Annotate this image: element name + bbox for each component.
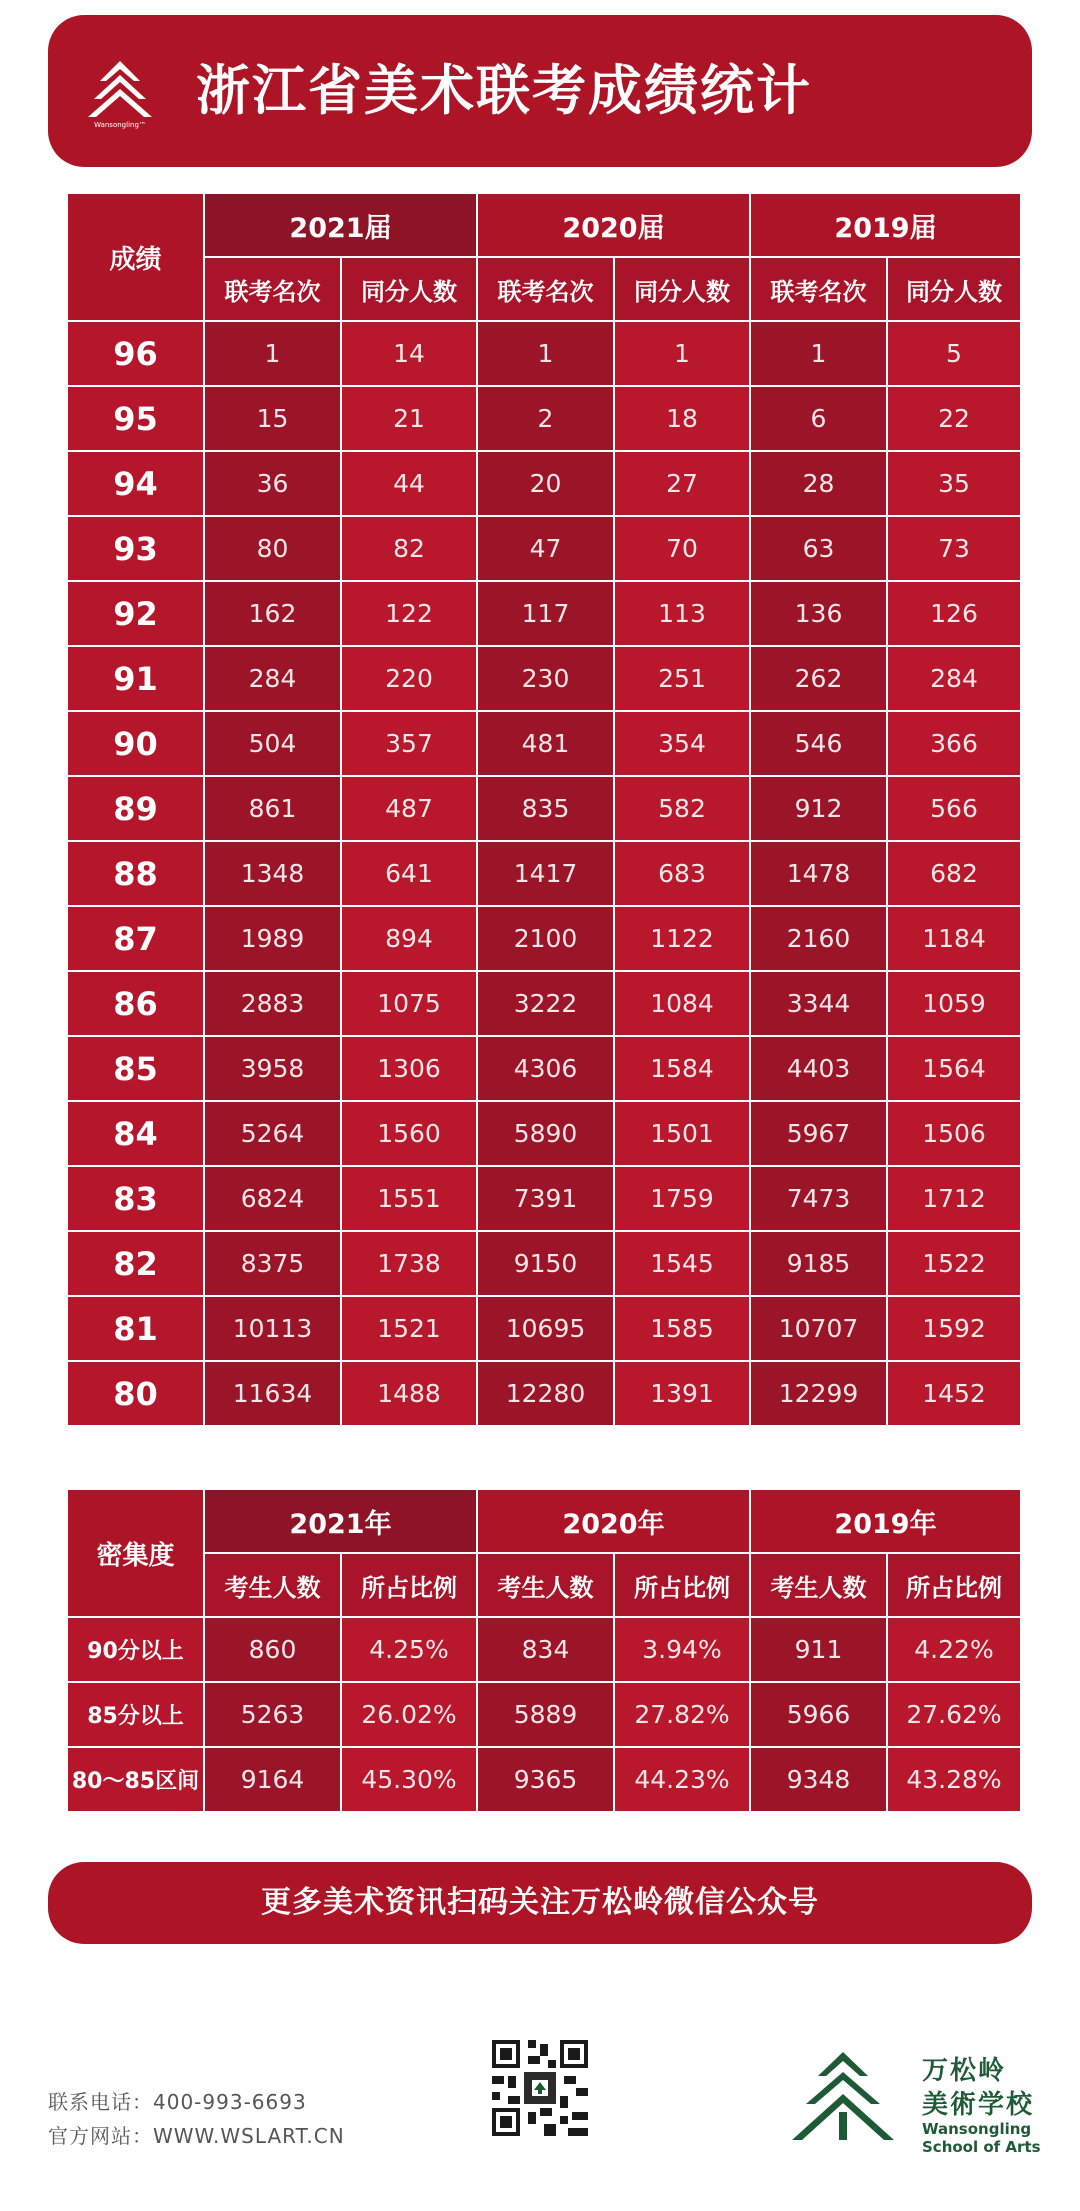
- rank-cell: 2883: [204, 971, 341, 1036]
- subheader-rank: 联考名次: [750, 257, 887, 321]
- same-score-count-cell: 1592: [887, 1296, 1021, 1361]
- same-score-count-cell: 82: [341, 516, 477, 581]
- rank-cell: 10695: [477, 1296, 614, 1361]
- student-count-cell: 5263: [204, 1682, 341, 1747]
- table-row: [67, 1296, 1021, 1361]
- rank-cell: 4403: [750, 1036, 887, 1101]
- rank-cell: 5967: [750, 1101, 887, 1166]
- rank-cell: 284: [204, 646, 341, 711]
- year-header-2020: 2020年: [477, 1489, 750, 1553]
- same-score-count-cell: 1: [614, 321, 750, 386]
- score-label: 88: [67, 841, 204, 906]
- subheader-count: 同分人数: [887, 257, 1021, 321]
- rank-cell: 1: [204, 321, 341, 386]
- rank-cell: 1478: [750, 841, 887, 906]
- score-table: [66, 192, 1022, 1427]
- rank-cell: 504: [204, 711, 341, 776]
- table-row: [67, 646, 1021, 711]
- same-score-count-cell: 113: [614, 581, 750, 646]
- same-score-count-cell: 1584: [614, 1036, 750, 1101]
- same-score-count-cell: 1488: [341, 1361, 477, 1426]
- table-row: [67, 516, 1021, 581]
- student-count-cell: 9348: [750, 1747, 887, 1812]
- score-label: 84: [67, 1101, 204, 1166]
- table-row: [67, 1231, 1021, 1296]
- same-score-count-cell: 1564: [887, 1036, 1021, 1101]
- ratio-cell: 27.62%: [887, 1682, 1021, 1747]
- page-title: 浙江省美术联考成绩统计: [196, 59, 812, 122]
- student-count-cell: 860: [204, 1617, 341, 1682]
- ratio-cell: 27.82%: [614, 1682, 750, 1747]
- svg-text:Wansongling™: Wansongling™: [94, 121, 146, 129]
- same-score-count-cell: 1501: [614, 1101, 750, 1166]
- ratio-cell: 43.28%: [887, 1747, 1021, 1812]
- subheader-ratio: 所占比例: [887, 1553, 1021, 1617]
- same-score-count-cell: 251: [614, 646, 750, 711]
- table-row: [67, 1682, 1021, 1747]
- rank-cell: 230: [477, 646, 614, 711]
- score-label: 81: [67, 1296, 204, 1361]
- table-row: [67, 906, 1021, 971]
- same-score-count-cell: 27: [614, 451, 750, 516]
- rank-cell: 1989: [204, 906, 341, 971]
- rank-cell: 12280: [477, 1361, 614, 1426]
- table-row: [67, 971, 1021, 1036]
- follow-banner: [48, 1862, 1032, 1944]
- score-label: 89: [67, 776, 204, 841]
- rank-cell: 7391: [477, 1166, 614, 1231]
- rank-cell: 2100: [477, 906, 614, 971]
- density-label: 90分以上: [67, 1617, 204, 1682]
- score-label: 94: [67, 451, 204, 516]
- score-label: 83: [67, 1166, 204, 1231]
- ratio-cell: 45.30%: [341, 1747, 477, 1812]
- subheader-students: 考生人数: [750, 1553, 887, 1617]
- same-score-count-cell: 1084: [614, 971, 750, 1036]
- table-row: [67, 581, 1021, 646]
- rank-cell: 3222: [477, 971, 614, 1036]
- ratio-cell: 4.22%: [887, 1617, 1021, 1682]
- same-score-count-cell: 1545: [614, 1231, 750, 1296]
- same-score-count-cell: 366: [887, 711, 1021, 776]
- same-score-count-cell: 582: [614, 776, 750, 841]
- subheader-count: 同分人数: [614, 257, 750, 321]
- rank-cell: 7473: [750, 1166, 887, 1231]
- same-score-count-cell: 44: [341, 451, 477, 516]
- same-score-count-cell: 14: [341, 321, 477, 386]
- rank-cell: 4306: [477, 1036, 614, 1101]
- rank-cell: 80: [204, 516, 341, 581]
- score-label: 92: [67, 581, 204, 646]
- table-row: [67, 1747, 1021, 1812]
- same-score-count-cell: 1585: [614, 1296, 750, 1361]
- rank-cell: 117: [477, 581, 614, 646]
- table-row: [67, 841, 1021, 906]
- subheader-count: 同分人数: [341, 257, 477, 321]
- rank-cell: 10113: [204, 1296, 341, 1361]
- density-label: 80～85区间: [67, 1747, 204, 1812]
- table-row: [67, 1166, 1021, 1231]
- subheader-ratio: 所占比例: [614, 1553, 750, 1617]
- same-score-count-cell: 641: [341, 841, 477, 906]
- table-row: [67, 451, 1021, 516]
- student-count-cell: 5966: [750, 1682, 887, 1747]
- wansongling-brand-logo-icon: [784, 2050, 902, 2146]
- score-label: 95: [67, 386, 204, 451]
- year-header-2020: 2020届: [477, 193, 750, 257]
- rank-cell: 1: [477, 321, 614, 386]
- brand-name-line1: 万松岭: [922, 2056, 1007, 2086]
- same-score-count-cell: 22: [887, 386, 1021, 451]
- table-row: [67, 1617, 1021, 1682]
- rank-cell: 2: [477, 386, 614, 451]
- same-score-count-cell: 1306: [341, 1036, 477, 1101]
- qr-code-icon: [492, 2040, 588, 2136]
- rank-cell: 9150: [477, 1231, 614, 1296]
- table-row: [67, 386, 1021, 451]
- rank-cell: 162: [204, 581, 341, 646]
- same-score-count-cell: 1184: [887, 906, 1021, 971]
- rank-cell: 20: [477, 451, 614, 516]
- same-score-count-cell: 566: [887, 776, 1021, 841]
- ratio-cell: 3.94%: [614, 1617, 750, 1682]
- rank-cell: 63: [750, 516, 887, 581]
- table-row: [67, 1036, 1021, 1101]
- table-row: [67, 1101, 1021, 1166]
- rank-cell: 5264: [204, 1101, 341, 1166]
- subheader-rank: 联考名次: [477, 257, 614, 321]
- wansongling-tree-logo-icon: [86, 59, 154, 129]
- same-score-count-cell: 683: [614, 841, 750, 906]
- table-row: [67, 321, 1021, 386]
- same-score-count-cell: 126: [887, 581, 1021, 646]
- same-score-count-cell: 354: [614, 711, 750, 776]
- ratio-cell: 4.25%: [341, 1617, 477, 1682]
- year-header-2021: 2021届: [204, 193, 477, 257]
- follow-banner-text: 更多美术资讯扫码关注万松岭微信公众号: [261, 1885, 819, 1920]
- same-score-count-cell: 1522: [887, 1231, 1021, 1296]
- same-score-count-cell: 5: [887, 321, 1021, 386]
- table-row: [67, 1361, 1021, 1426]
- same-score-count-cell: 1506: [887, 1101, 1021, 1166]
- density-header: 密集度: [67, 1489, 204, 1617]
- rank-cell: 6: [750, 386, 887, 451]
- year-header-2019: 2019届: [750, 193, 1021, 257]
- subheader-students: 考生人数: [204, 1553, 341, 1617]
- rank-cell: 262: [750, 646, 887, 711]
- score-label: 80: [67, 1361, 204, 1426]
- rank-cell: 5890: [477, 1101, 614, 1166]
- same-score-count-cell: 1391: [614, 1361, 750, 1426]
- same-score-count-cell: 1075: [341, 971, 477, 1036]
- score-header: 成绩: [67, 193, 204, 321]
- rank-cell: 546: [750, 711, 887, 776]
- same-score-count-cell: 220: [341, 646, 477, 711]
- subheader-rank: 联考名次: [204, 257, 341, 321]
- student-count-cell: 9365: [477, 1747, 614, 1812]
- student-count-cell: 911: [750, 1617, 887, 1682]
- score-label: 90: [67, 711, 204, 776]
- same-score-count-cell: 1560: [341, 1101, 477, 1166]
- contact-phone: 联系电话：400-993-6693: [48, 2090, 307, 2114]
- same-score-count-cell: 1059: [887, 971, 1021, 1036]
- same-score-count-cell: 1759: [614, 1166, 750, 1231]
- same-score-count-cell: 682: [887, 841, 1021, 906]
- student-count-cell: 9164: [204, 1747, 341, 1812]
- rank-cell: 6824: [204, 1166, 341, 1231]
- same-score-count-cell: 70: [614, 516, 750, 581]
- rank-cell: 9185: [750, 1231, 887, 1296]
- year-header-2021: 2021年: [204, 1489, 477, 1553]
- brand-en-line2: School of Arts: [922, 2138, 1041, 2156]
- same-score-count-cell: 1738: [341, 1231, 477, 1296]
- same-score-count-cell: 487: [341, 776, 477, 841]
- rank-cell: 28: [750, 451, 887, 516]
- same-score-count-cell: 1122: [614, 906, 750, 971]
- student-count-cell: 834: [477, 1617, 614, 1682]
- rank-cell: 481: [477, 711, 614, 776]
- rank-cell: 10707: [750, 1296, 887, 1361]
- same-score-count-cell: 1452: [887, 1361, 1021, 1426]
- rank-cell: 1: [750, 321, 887, 386]
- score-label: 87: [67, 906, 204, 971]
- title-banner: [48, 15, 1032, 167]
- same-score-count-cell: 1521: [341, 1296, 477, 1361]
- rank-cell: 1417: [477, 841, 614, 906]
- density-table: [66, 1488, 1022, 1813]
- same-score-count-cell: 73: [887, 516, 1021, 581]
- rank-cell: 1348: [204, 841, 341, 906]
- rank-cell: 47: [477, 516, 614, 581]
- same-score-count-cell: 1712: [887, 1166, 1021, 1231]
- same-score-count-cell: 894: [341, 906, 477, 971]
- rank-cell: 835: [477, 776, 614, 841]
- rank-cell: 136: [750, 581, 887, 646]
- same-score-count-cell: 18: [614, 386, 750, 451]
- rank-cell: 861: [204, 776, 341, 841]
- ratio-cell: 26.02%: [341, 1682, 477, 1747]
- rank-cell: 12299: [750, 1361, 887, 1426]
- rank-cell: 3344: [750, 971, 887, 1036]
- score-label: 85: [67, 1036, 204, 1101]
- rank-cell: 15: [204, 386, 341, 451]
- score-label: 93: [67, 516, 204, 581]
- subheader-ratio: 所占比例: [341, 1553, 477, 1617]
- same-score-count-cell: 284: [887, 646, 1021, 711]
- same-score-count-cell: 122: [341, 581, 477, 646]
- subheader-students: 考生人数: [477, 1553, 614, 1617]
- student-count-cell: 5889: [477, 1682, 614, 1747]
- brand-name-line2: 美術学校: [922, 2090, 1035, 2120]
- rank-cell: 11634: [204, 1361, 341, 1426]
- same-score-count-cell: 1551: [341, 1166, 477, 1231]
- same-score-count-cell: 21: [341, 386, 477, 451]
- score-label: 96: [67, 321, 204, 386]
- ratio-cell: 44.23%: [614, 1747, 750, 1812]
- brand-en-line1: Wansongling: [922, 2120, 1032, 2138]
- score-label: 82: [67, 1231, 204, 1296]
- year-header-2019: 2019年: [750, 1489, 1021, 1553]
- contact-website[interactable]: 官方网站：WWW.WSLART.CN: [48, 2124, 345, 2148]
- score-label: 91: [67, 646, 204, 711]
- rank-cell: 2160: [750, 906, 887, 971]
- table-row: [67, 776, 1021, 841]
- rank-cell: 912: [750, 776, 887, 841]
- density-label: 85分以上: [67, 1682, 204, 1747]
- table-row: [67, 711, 1021, 776]
- score-label: 86: [67, 971, 204, 1036]
- rank-cell: 8375: [204, 1231, 341, 1296]
- rank-cell: 3958: [204, 1036, 341, 1101]
- same-score-count-cell: 357: [341, 711, 477, 776]
- rank-cell: 36: [204, 451, 341, 516]
- same-score-count-cell: 35: [887, 451, 1021, 516]
